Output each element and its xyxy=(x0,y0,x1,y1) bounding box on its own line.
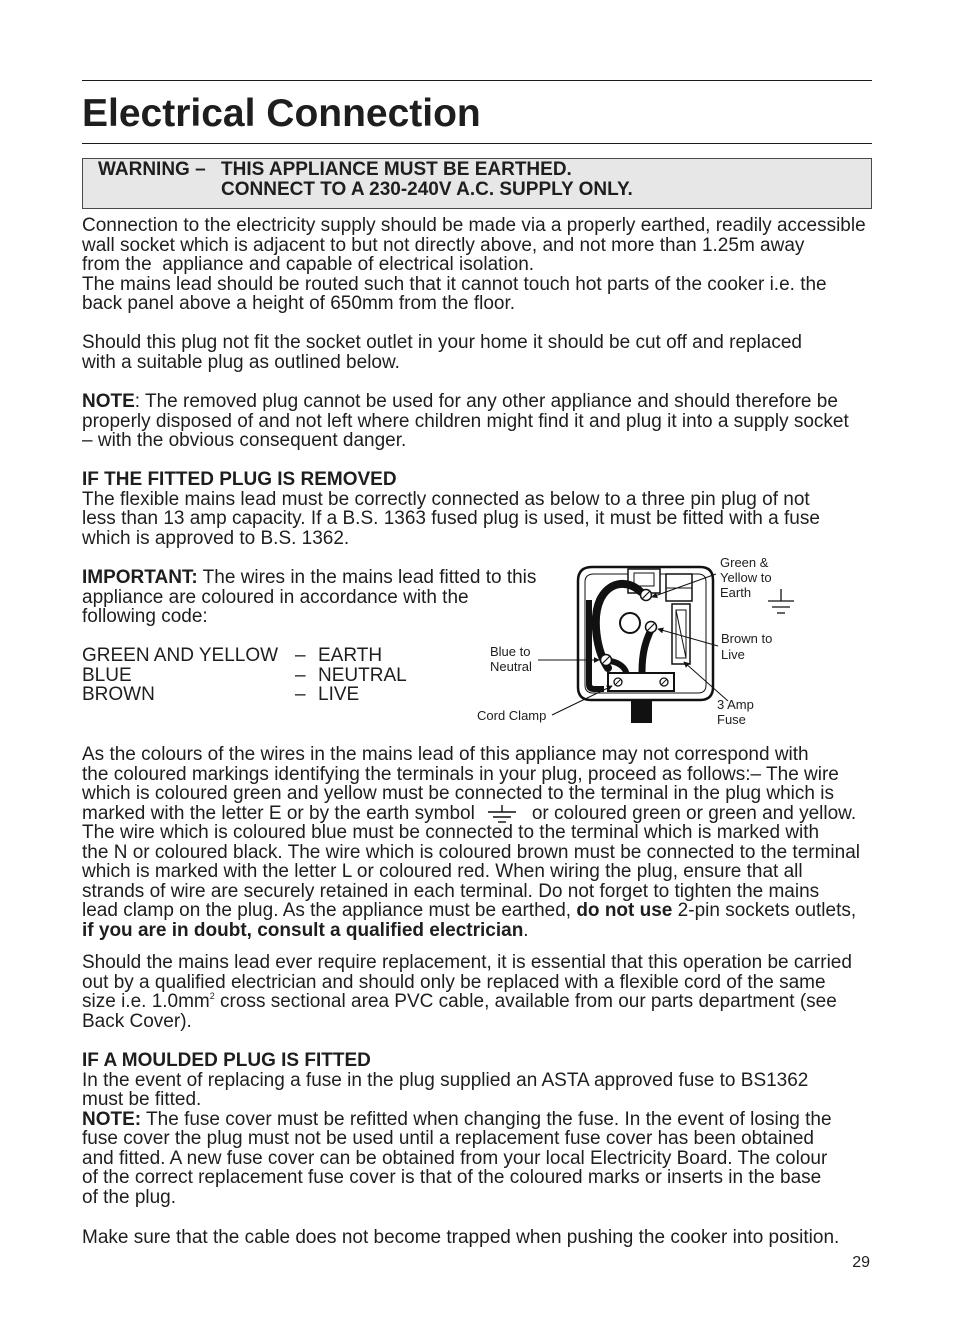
important-text: The wires in the mains lead fitted to this xyxy=(197,567,537,588)
paragraph-line: and fitted. A new fuse cover can be obtained from your local Electricity Board. The colour xyxy=(82,1147,828,1169)
advice-period: . xyxy=(523,919,529,941)
paragraph-line: following code: xyxy=(82,606,208,628)
earth-symbol-icon xyxy=(768,589,794,613)
important-label: IMPORTANT: xyxy=(82,567,198,588)
terminal-name: NEUTRAL xyxy=(318,664,407,686)
paragraph-line: The wire which is coloured blue must be connected to the terminal which is marked with xyxy=(82,822,820,844)
cable-size-line xyxy=(82,992,837,1012)
cord-clamp-label: Cord Clamp xyxy=(477,708,547,723)
fitted-plug-removed-section xyxy=(82,470,820,548)
paragraph-line: which is approved to B.S. 1362. xyxy=(82,527,350,549)
superscript-two: 2 xyxy=(209,991,215,1002)
paragraph-line: wall socket which is adjacent to but not directly above, and not more than 1.25m away xyxy=(82,234,805,256)
neutral-label: Neutral xyxy=(490,659,532,674)
live-terminal xyxy=(646,622,657,633)
section-heading: IF THE FITTED PLUG IS REMOVED xyxy=(82,469,397,490)
note-line xyxy=(82,1110,832,1130)
live-label: Brown to xyxy=(721,631,773,646)
warning-line-supply: CONNECT TO A 230-240V A.C. SUPPLY ONLY. xyxy=(221,178,633,200)
warning-box xyxy=(82,158,872,209)
paragraph-line: The flexible mains lead must be correctly connected as below to a three pin plug of not xyxy=(82,488,810,510)
advice-line xyxy=(82,921,529,941)
replacement-paragraph xyxy=(82,953,852,1031)
note-line xyxy=(82,392,838,412)
clamp-text-after: 2-pin sockets outlets, xyxy=(672,900,857,922)
paragraph-line: of the correct replacement fuse cover is that of the coloured marks or inserts in the base xyxy=(82,1167,822,1189)
neutral-terminal xyxy=(601,655,612,666)
cord-clamp xyxy=(608,673,674,691)
colour-code-row xyxy=(82,685,407,705)
earth-symbol-text-before: marked with the letter E or by the earth symbol xyxy=(82,802,475,824)
paragraph-line: which is coloured green and yellow must be connected to the terminal in the plug which is xyxy=(82,783,834,805)
live-label: Live xyxy=(721,647,745,662)
wiring-instructions xyxy=(82,745,860,940)
warning-line-earthed: THIS APPLIANCE MUST BE EARTHED. xyxy=(221,159,572,180)
paragraph-line: In the event of replacing a fuse in the plug supplied an ASTA approved fuse to BS1362 xyxy=(82,1069,809,1091)
earth-terminal xyxy=(641,590,652,601)
earth-symbol-icon xyxy=(486,804,518,824)
paragraph-line: the N or coloured black. The wire which is coloured brown must be connected to the terminal xyxy=(82,841,860,863)
electrician-advice: if you are in doubt, consult a qualified electrician xyxy=(82,919,524,941)
paragraph-line: less than 13 amp capacity. If a B.S. 1363 fused plug is used, it must be fitted with a fuse xyxy=(82,508,820,530)
earth-symbol-line xyxy=(82,804,856,824)
page-number: 29 xyxy=(852,1254,870,1271)
centre-screw xyxy=(620,613,640,633)
moulded-plug-section xyxy=(82,1051,832,1207)
cable-size-text: size i.e. 1.0mm xyxy=(82,991,210,1013)
paragraph-line: The mains lead should be routed such that it cannot touch hot parts of the cooker i.e. the xyxy=(82,273,827,295)
closing-paragraph xyxy=(82,1228,839,1248)
paragraph-line: of the plug. xyxy=(82,1186,177,1208)
note-label: NOTE xyxy=(82,391,135,412)
paragraph-line: As the colours of the wires in the mains lead of this appliance may not correspond with xyxy=(82,744,809,765)
wire-colour: GREEN AND YELLOW xyxy=(82,645,279,666)
cable-size-text-after: cross sectional area PVC cable, available from our parts department (see xyxy=(214,991,837,1013)
paragraph-line: – with the obvious consequent danger. xyxy=(82,430,407,452)
paragraph-line: Should this plug not fit the socket outlet in your home it should be cut off and replaced xyxy=(82,332,802,353)
neutral-label: Blue to xyxy=(490,644,531,659)
paragraph-line: fuse cover the plug must not be used until a replacement fuse cover has been obtained xyxy=(82,1128,814,1150)
mains-cable xyxy=(631,700,652,723)
paragraph-line: appliance are coloured in accordance with the xyxy=(82,586,469,608)
paragraph-line: must be fitted. xyxy=(82,1089,202,1111)
note-label: NOTE: xyxy=(82,1108,142,1130)
paragraph-line: Make sure that the cable does not become trapped when pushing the cooker into position. xyxy=(82,1227,840,1248)
fuse-label: 3 Amp xyxy=(717,697,754,712)
clamp-text: lead clamp on the plug. As the appliance must be earthed, xyxy=(82,900,577,922)
earth-label: Green & xyxy=(720,555,769,570)
code-dash: – xyxy=(295,645,306,666)
page-title: Electrical Connection xyxy=(82,92,481,135)
plug-fit-paragraph xyxy=(82,333,802,372)
paragraph-line: strands of wire are securely retained in each terminal. Do not forget to tighten the mains xyxy=(82,880,820,902)
paragraph-line: out by a qualified electrician and should only be replaced with a flexible cord of the same xyxy=(82,971,826,993)
earth-label: Earth xyxy=(720,585,752,600)
code-dash: – xyxy=(295,684,306,706)
do-not-use-emphasis: do not use xyxy=(576,900,673,922)
wire-colour: BROWN xyxy=(82,684,155,706)
terminal-name: LIVE xyxy=(318,684,360,706)
connection-paragraph xyxy=(82,216,866,314)
paragraph-line: from the appliance and capable of electrical isolation. xyxy=(82,254,535,276)
colour-code-row xyxy=(82,646,407,666)
terminal-name: EARTH xyxy=(318,645,383,666)
wire-colour: BLUE xyxy=(82,664,132,686)
earth-symbol-text-after: or coloured green or green and yellow. xyxy=(531,802,857,824)
section-heading: IF A MOULDED PLUG IS FITTED xyxy=(82,1050,371,1071)
fuse-label: Fuse xyxy=(717,712,746,727)
warning-label: WARNING – xyxy=(98,159,206,180)
plug-wiring-diagram xyxy=(468,550,813,736)
top-rule xyxy=(82,80,872,81)
paragraph-line: which is marked with the letter L or coloured red. When wiring the plug, ensure that all xyxy=(82,861,803,883)
paragraph-line: with a suitable plug as outlined below. xyxy=(82,351,400,373)
paragraph-line: Back Cover). xyxy=(82,1010,192,1032)
note-text: : The removed plug cannot be used for any other appliance and should therefore be xyxy=(134,391,838,412)
earth-label: Yellow to xyxy=(720,570,772,585)
paragraph-line: the coloured markings identifying the terminals in your plug, proceed as follows:– The wire xyxy=(82,763,839,785)
title-underline xyxy=(82,143,872,144)
paragraph-line: Should the mains lead ever require replacement, it is essential that this operation be carried xyxy=(82,952,852,973)
colour-code-row xyxy=(82,666,407,686)
paragraph-line: properly disposed of and not left where children might find it and plug it into a supply socket xyxy=(82,410,849,432)
note-text: The fuse cover must be refitted when changing the fuse. In the event of losing the xyxy=(141,1108,832,1130)
warning-text xyxy=(221,160,633,199)
clamp-line xyxy=(82,901,856,921)
removed-plug-note xyxy=(82,392,849,451)
colour-code-list xyxy=(82,646,407,705)
paragraph-line: Connection to the electricity supply should be made via a properly earthed, readily accessible xyxy=(82,215,866,236)
code-dash: – xyxy=(295,664,306,686)
paragraph-line: back panel above a height of 650mm from the floor. xyxy=(82,293,516,315)
